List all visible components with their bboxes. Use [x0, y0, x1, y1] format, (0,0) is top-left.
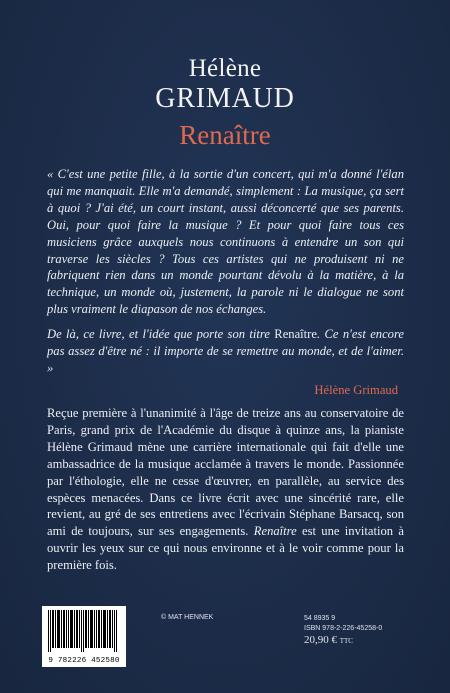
barcode-digits: 9 782226 452580 [48, 657, 120, 665]
bio-text-start: Reçue première à l'unanimité à l'âge de treize ans au conservatoire de Paris, grand prix de l'Académie du disque à quinze ans, la pianiste Hélène Grimaud mène une carrière internationale qui fait d'elle une ambassadrice de la musique acclamée à travers le monde. Passionnée par l'éthologie, elle ne cesse d'œuvrer, en parallèle, au service des espèces menacées. Dans ce livre écrit avec une sincérité rare, elle revient, au gré de ses entretiens avec l'écrivain Stéphane Barsacq, son ami de toujours, sur ses engagements. [47, 406, 404, 539]
isbn-barcode [42, 606, 126, 667]
barcode-bars [48, 610, 120, 652]
author-bio [47, 405, 404, 574]
product-code: 54 8935 9 [304, 615, 336, 622]
price-box [304, 614, 382, 647]
quote-p2-start: De là, ce livre, et l'idée que porte son titre [47, 327, 275, 342]
isbn-text: ISBN 978-2-226-45258-0 [304, 624, 383, 632]
photo-credit: © MAT HENNEK [161, 614, 214, 621]
book-title: Renaître [179, 120, 271, 150]
price-suffix: TTC [339, 637, 353, 645]
quote-paragraph-1: « C'est une petite fille, à la sortie d'un concert, qui m'a donné l'élan qui me manquait. Elle m'a demandé, simplement : La musique, ça sert à quoi ? J'ai été, un court instant, aussi déconcerté que ses parents. Oui, pour quoi faire la musique ? Et pour quoi faire tous ces musiciens grâce auxquels nous continuons à entendre un son qui traverse les siècles ? Tous ces artistes qui ne produisent ni ne fabriquent rien dans un monde pourtant dévolu à la matière, à la technique, un monde où, justement, la parole ni le dialogue ne sont plus vraiment le diapason de nos échanges. [47, 167, 404, 317]
quote-p2-end: . Ce n'est encore pas assez d'être né : il importe de se remettre au monde, et de l'aimer. » [47, 327, 404, 375]
quote-block [47, 166, 404, 385]
bio-title-ref: Renaître [253, 524, 297, 539]
quote-paragraph-2 [47, 326, 404, 377]
bio-text-end: est une invitation à ouvrir les yeux sur ce qui nous environne et à le voir comme pour la première fois. [47, 524, 404, 573]
quote-p2-title: Renaître [274, 327, 317, 342]
price-value: 20,90 € [304, 634, 337, 646]
author-last-name: GRIMAUD [155, 83, 295, 114]
author-first-name: Hélène [188, 55, 262, 82]
quote-signature: Hélène Grimaud [314, 383, 398, 397]
price [304, 636, 382, 647]
